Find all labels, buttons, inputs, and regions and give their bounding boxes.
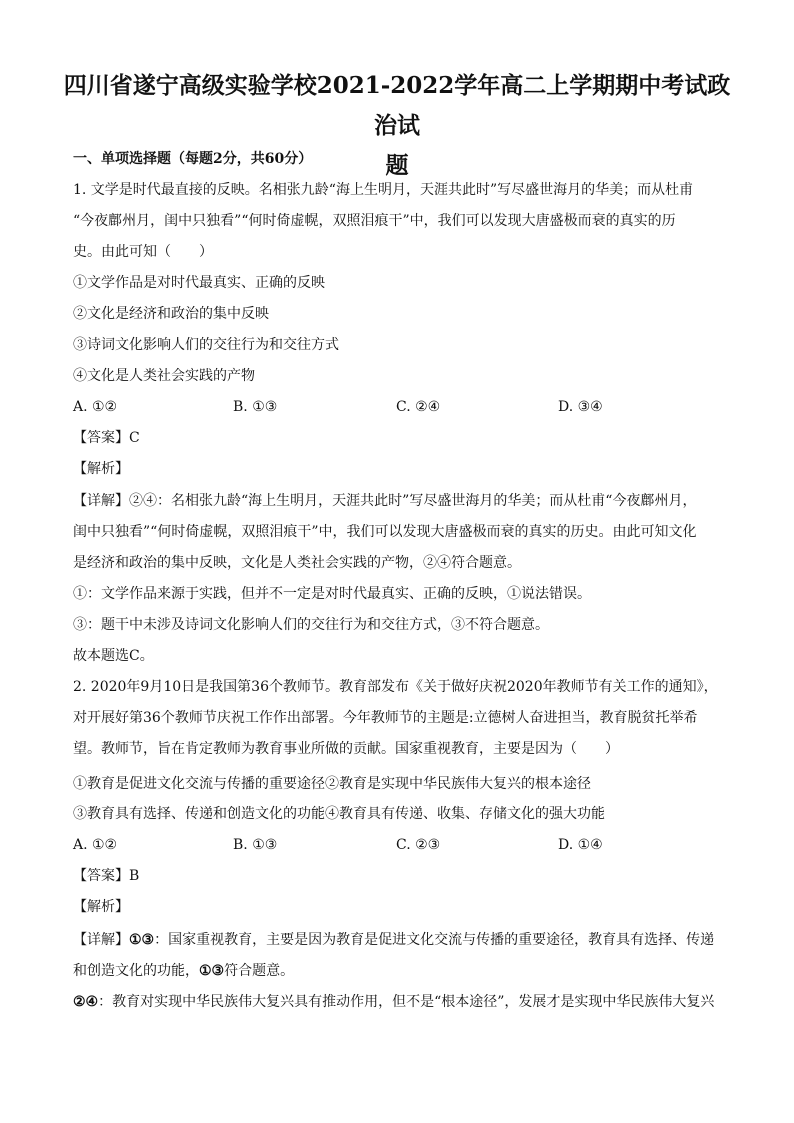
q1-stem-line-1: 1. 文学是时代最直接的反映。名相张九龄“海上生明月，天涯共此时”写尽盛世海月的华美；而从杜甫 <box>73 182 694 198</box>
q2-detail-line-3 <box>73 987 733 1018</box>
q1-detail-line-4: ①：文学作品来源于实践，但并不一定是对时代最真实、正确的反映，①说法错误。 <box>73 586 591 602</box>
q2-detail-line-1-text: ：国家重视教育，主要是因为教育是促进文化交流与传播的重要途径，教育具有选择、传递 <box>154 932 715 948</box>
q2-detail-marker-24: ②④ <box>73 994 99 1010</box>
q2-detail-line-3-text: ：教育对实现中华民族伟大复兴具有推动作用，但不是“根本途径”，发展才是实现中华民族伟大复兴 <box>98 994 715 1010</box>
q2-options <box>73 830 733 861</box>
q1-options <box>73 392 733 423</box>
q1-answer: 【答案】C <box>73 430 140 446</box>
q1-option-d: D. ③④ <box>558 399 603 415</box>
q1-item-2: ②文化是经济和政治的集中反映 <box>73 306 269 322</box>
q1-stem-line-2: “今夜鄜州月，闺中只独看”“何时倚虚幌，双照泪痕干”中，我们可以发现大唐盛极而衰的真实的历 <box>73 213 676 229</box>
q1-detail-line-5: ③：题干中未涉及诗词文化影响人们的交往行为和交往方式，③不符合题意。 <box>73 617 549 633</box>
q1-item-4: ④文化是人类社会实践的产物 <box>73 368 255 384</box>
q1-option-a: A. ①② <box>73 399 118 415</box>
q2-detail-marker-13: ①③ <box>129 932 155 948</box>
q1-option-b: B. ①③ <box>233 399 278 415</box>
q2-detail-line-2-marker: ①③ <box>199 963 225 979</box>
q1-stem-line-3: 史。由此可知（ ） <box>73 244 213 260</box>
q1-item-3: ③诗词文化影响人们的交往行为和交往方式 <box>73 337 339 353</box>
q2-option-a: A. ①② <box>73 837 118 853</box>
q2-option-d: D. ①④ <box>558 837 603 853</box>
q2-option-b: B. ①③ <box>233 837 278 853</box>
q1-detail-line-1: 【详解】②④：名相张九龄“海上生明月，天涯共此时”写尽盛世海月的华美；而从杜甫“今夜鄜州月， <box>73 493 697 509</box>
q1-analysis-label: 【解析】 <box>73 461 129 477</box>
q2-items-line-1: ①教育是促进文化交流与传播的重要途径②教育是实现中华民族伟大复兴的根本途径 <box>73 776 591 792</box>
exam-title-line-1: 四川省遂宁高级实验学校2021-2022学年高二上学期期中考试政治试 <box>63 72 731 139</box>
q1-detail-line-2: 闺中只独看”“何时倚虚幌，双照泪痕干”中，我们可以发现大唐盛极而衰的真实的历史。由此可知文化 <box>73 524 697 540</box>
q2-analysis-label: 【解析】 <box>73 899 129 915</box>
q1-conclusion: 故本题选C。 <box>73 648 154 664</box>
q2-detail-line-2 <box>73 956 733 987</box>
q1-item-1: ①文学作品是对时代最真实、正确的反映 <box>73 275 325 291</box>
exam-title-line-2: 题 <box>385 152 409 179</box>
q2-detail-head: 【详解】 <box>73 932 129 948</box>
q2-stem-line-1: 2. 2020年9月10日是我国第36个教师节。教育部发布《关于做好庆祝2020年教师节有关工作的通知》， <box>73 679 718 695</box>
q2-detail-line-1 <box>73 925 733 956</box>
q2-stem-line-2: 对开展好第36个教师节庆祝工作作出部署。今年教师节的主题是:立德树人奋进担当，教育脱贫托举希 <box>73 710 698 726</box>
q2-detail-line-2-pre: 和创造文化的功能， <box>73 963 199 979</box>
q2-detail-line-2-text: 符合题意。 <box>224 963 295 979</box>
q2-items-line-2: ③教育具有选择、传递和创造文化的功能④教育具有传递、收集、存储文化的强大功能 <box>73 806 605 822</box>
q2-answer: 【答案】B <box>73 868 140 884</box>
q2-option-c: C. ②③ <box>396 837 441 853</box>
section-heading: 一、单项选择题（每题2分，共60分） <box>73 151 313 167</box>
q2-stem-line-3: 望。教师节，旨在肯定教师为教育事业所做的贡献。国家重视教育，主要是因为（ ） <box>73 741 619 757</box>
q1-detail-line-3: 是经济和政治的集中反映，文化是人类社会实践的产物，②④符合题意。 <box>73 555 521 571</box>
q1-option-c: C. ②④ <box>396 399 441 415</box>
